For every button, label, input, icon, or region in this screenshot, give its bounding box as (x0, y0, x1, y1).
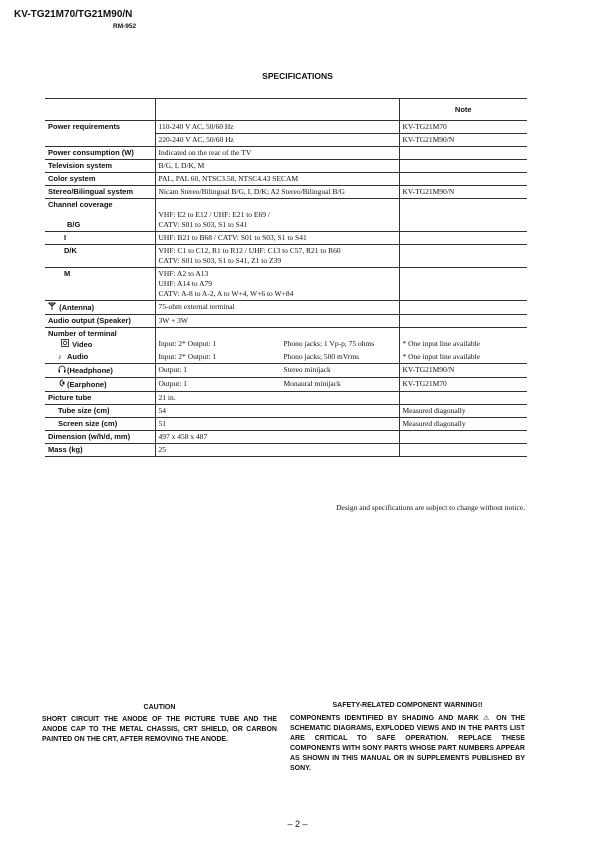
video-icon (61, 339, 70, 350)
disclaimer-text: Design and specifications are subject to change without notice. (336, 503, 525, 512)
table-row (45, 351, 527, 364)
table-row (45, 328, 527, 352)
spec-label: Audio output (Speaker) (45, 315, 155, 328)
spec-label: Screen size (cm) (45, 418, 155, 431)
spec-note: KV-TG21M90/N (399, 186, 527, 199)
audio-icon: ♪ (58, 352, 62, 361)
table-row (45, 199, 527, 232)
spec-value: Input: 2* Output: 1 Phono jacks; 1 Vp-p, 75 ohms (155, 328, 399, 352)
spec-value: 51 (155, 418, 399, 431)
spec-label: Tube size (cm) (45, 405, 155, 418)
spec-label: Picture tube (45, 392, 155, 405)
spec-label: (Antenna) (45, 301, 155, 315)
table-row (45, 121, 527, 134)
table-row (45, 186, 527, 199)
table-row (45, 173, 527, 186)
table-row (45, 160, 527, 173)
spec-label: (Headphone) (45, 364, 155, 378)
spec-value: 3W + 3W (155, 315, 399, 328)
spec-value: 75-ohm external terminal (155, 301, 399, 315)
safety-warning-body: COMPONENTS IDENTIFIED BY SHADING AND MARK ⚠ ON THE SCHEMATIC DIAGRAMS, EXPLODED VIEWS AND IN THE PARTS LIST ARE CRITICAL TO SAFE OPERATION. REPLACE THESE COMPONENTS WITH SONY PARTS WHOSE PART NUMBERS APPEAR AS SHOWN IN THIS MANUAL OR IN SUPPLEMENTS PUBLISHED BY SONY. (290, 715, 525, 772)
spec-value: VHF: C1 to C12, R1 to R12 / UHF: C13 to C57, R21 to R60 CATV: S01 to S03, S1 to S41, Z1 to Z39 (155, 245, 399, 268)
spec-note: KV-TG21M90/N (399, 134, 527, 147)
remote-model: RM-952 (113, 23, 137, 30)
spec-label: Color system (45, 173, 155, 186)
table-row (45, 431, 527, 444)
spec-value: Nicam Stereo/Bilingual B/G, I, D/K; A2 Stereo/Bilingual B/G (155, 186, 399, 199)
spec-value: PAL, PAL 60, NTSC3.58, NTSC4.43 SECAM (155, 173, 399, 186)
spec-note: * One input line available (399, 328, 527, 352)
table-row (45, 147, 527, 160)
spec-note: * One input line available (399, 351, 527, 364)
spec-label: Number of terminal Video (45, 328, 155, 352)
antenna-icon (48, 302, 57, 313)
spec-value: 54 (155, 405, 399, 418)
earphone-icon (58, 379, 67, 390)
caution-title: CAUTION (143, 704, 176, 711)
spec-label: Power consumption (W) (45, 147, 155, 160)
spec-value: Indicated on the rear of the TV (155, 147, 399, 160)
spec-label: Mass (kg) (45, 444, 155, 457)
spec-value: Input: 2* Output: 1 Phono jacks; 500 mVrms (155, 351, 399, 364)
spec-label: Stereo/Bilingual system (45, 186, 155, 199)
table-row (45, 444, 527, 457)
spec-value: Output: 1 Stereo minijack (155, 364, 399, 378)
table-row (45, 392, 527, 405)
spec-label: (Earphone) (45, 378, 155, 392)
spec-value: 21 in. (155, 392, 399, 405)
table-row (45, 232, 527, 245)
spec-value: 25 (155, 444, 399, 457)
spec-value: 220-240 V AC, 50/60 Hz (155, 134, 399, 147)
spec-label: Television system (45, 160, 155, 173)
table-row (45, 315, 527, 328)
spec-label: M (45, 268, 155, 301)
headphone-icon (58, 365, 67, 376)
spec-value: 110-240 V AC, 50/60 Hz (155, 121, 399, 134)
table-header-row (45, 99, 527, 121)
spec-note: Measured diagonally (399, 405, 527, 418)
table-row (45, 245, 527, 268)
model-header: KV-TG21M70/TG21M90/N (14, 9, 133, 20)
spec-note: KV-TG21M70 (399, 378, 527, 392)
spec-value: VHF: A2 to A13 UHF: A14 to A79 CATV: A-8 to A-2, A to W+4, W+6 to W+84 (155, 268, 399, 301)
specifications-table (45, 98, 527, 457)
table-row (45, 378, 527, 392)
spec-label: Power requirements (45, 121, 155, 147)
spec-note: Measured diagonally (399, 418, 527, 431)
table-row (45, 405, 527, 418)
spec-label: I (45, 232, 155, 245)
table-row (45, 301, 527, 315)
note-header: Note (399, 99, 527, 121)
table-row (45, 268, 527, 301)
spec-value: VHF: E2 to E12 / UHF: E21 to E69 / CATV: S01 to S03, S1 to S41 (155, 199, 399, 232)
spec-value: Output: 1 Monaural minijack (155, 378, 399, 392)
spec-value: 497 x 458 x 487 (155, 431, 399, 444)
page-number: – 2 – (287, 819, 308, 829)
spec-label: Dimension (w/h/d, mm) (45, 431, 155, 444)
caution-body: SHORT CIRCUIT THE ANODE OF THE PICTURE TUBE AND THE ANODE CAP TO THE METAL CHASSIS, CRT SHIELD, OR CARBON PAINTED ON THE CRT, AFTER REMOVING THE ANODE. (42, 716, 277, 743)
spec-note: KV-TG21M90/N (399, 364, 527, 378)
table-row (45, 418, 527, 431)
page-title: SPECIFICATIONS (262, 71, 333, 81)
spec-label: Channel coverage B/G (45, 199, 155, 232)
spec-value: UHF: B21 to B68 / CATV: S01 to S03, S1 to S41 (155, 232, 399, 245)
table-row (45, 364, 527, 378)
safety-warning-title: SAFETY-RELATED COMPONENT WARNING!! (332, 702, 483, 709)
spec-label: ♪ Audio (45, 351, 155, 364)
spec-note: KV-TG21M70 (399, 121, 527, 134)
spec-value: B/G, I, D/K, M (155, 160, 399, 173)
spec-label: D/K (45, 245, 155, 268)
